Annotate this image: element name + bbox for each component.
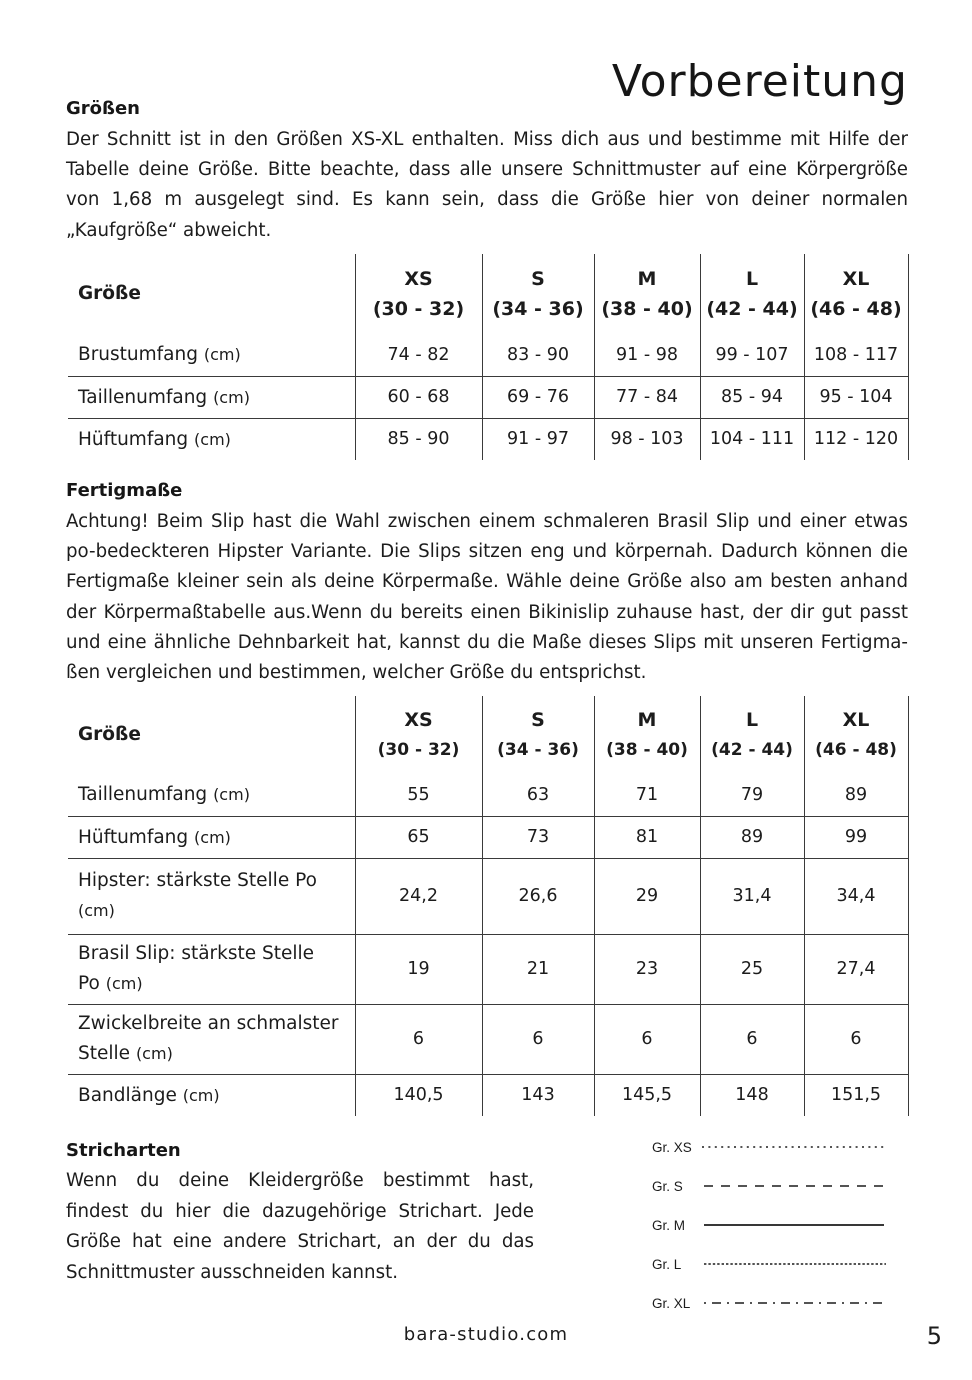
table-cell: 6: [482, 1004, 594, 1074]
size-column-header: [482, 696, 594, 774]
table-cell: 55: [355, 774, 482, 816]
table-cell: 29: [594, 858, 700, 934]
table-row: [68, 1004, 908, 1074]
legend-label: Gr. L: [652, 1257, 682, 1272]
table-cell: 25: [700, 934, 804, 1004]
table-cell: 6: [804, 1004, 908, 1074]
size-column-header: [804, 254, 908, 334]
size-column-header: [594, 254, 700, 334]
size-code: L: [745, 709, 759, 731]
table-cell: 63: [482, 774, 594, 816]
table-cell: 65: [355, 816, 482, 858]
table-cell: 95 - 104: [804, 376, 908, 418]
table-cell: 89: [700, 816, 804, 858]
legend-label: Gr. XL: [652, 1296, 691, 1311]
table-row: [68, 774, 908, 816]
table-cell: 19: [355, 934, 482, 1004]
size-code: XL: [842, 268, 870, 290]
table-cell: 108 - 117: [804, 334, 908, 376]
stroke-sample-m: [702, 1216, 892, 1236]
stroke-sample-xs: [702, 1138, 892, 1158]
table-cell: 85 - 94: [700, 376, 804, 418]
table-cell: 148: [700, 1074, 804, 1116]
table-cell: 91 - 98: [594, 334, 700, 376]
row-label: Brasil Slip: stärkste Stelle Po (cm): [68, 934, 355, 1004]
page-number: 5: [926, 1322, 942, 1350]
size-column-header: [594, 696, 700, 774]
size-column-header: [355, 696, 482, 774]
stroke-sample-s: [702, 1177, 892, 1197]
size-range: (34 - 36): [497, 740, 579, 760]
table-cell: 143: [482, 1074, 594, 1116]
table-row: [68, 376, 908, 418]
size-range: (46 - 48): [810, 298, 902, 320]
row-label: Zwickelbreite an schmalster Stelle (cm): [68, 1004, 355, 1074]
table-cell: 73: [482, 816, 594, 858]
legend-item: [652, 1216, 892, 1236]
size-code: XS: [404, 709, 433, 731]
legend-label: Gr. XS: [652, 1140, 692, 1155]
table-cell: 104 - 111: [700, 418, 804, 460]
row-label: Taillenumfang (cm): [68, 774, 355, 816]
size-code: M: [637, 709, 657, 731]
table-row: [68, 334, 908, 376]
size-code: S: [531, 709, 545, 731]
table-cell: 31,4: [700, 858, 804, 934]
size-column-header: [700, 696, 804, 774]
table-row: [68, 934, 908, 1004]
table-corner-label: Größe: [78, 283, 141, 304]
legend-item: [652, 1294, 892, 1314]
size-column-header: [804, 696, 908, 774]
size-column-header: [482, 254, 594, 334]
table-cell: 140,5: [355, 1074, 482, 1116]
size-range: (38 - 40): [606, 740, 688, 760]
size-code: L: [745, 268, 759, 290]
size-code: XS: [404, 268, 433, 290]
section-heading-groessen: Größen: [66, 98, 140, 119]
section-heading-fertigmasse: Fertigmaße: [66, 480, 183, 501]
table-cell: 91 - 97: [482, 418, 594, 460]
size-range: (34 - 36): [492, 298, 584, 320]
table-cell: 69 - 76: [482, 376, 594, 418]
table-cell: 81: [594, 816, 700, 858]
table-cell: 27,4: [804, 934, 908, 1004]
table-cell: 23: [594, 934, 700, 1004]
size-range: (30 - 32): [377, 740, 460, 760]
row-label: Hüftumfang (cm): [78, 428, 231, 450]
paragraph-fertigmasse: Achtung! Beim Slip hast die Wahl zwischen einem schmaleren Brasil Slip und einer etwas po-bedeckteren Hipster Variante. Die Slips sitzen eng und körpernah. Dadurch können die Fertigmaße kleiner sein als deine Körpermaße. Wähle deine Größe also am besten anhand der Körpermaßtabelle aus.Wenn du bereits einen Bikinislip zuhause hast, der dir gut passt und eine ähnliche Dehnbarkeit hat, kannst du die Maße dieses Slips mit unseren Fertigma-ßen vergleichen und bestimmen, welcher Größe du entsprichst.: [66, 511, 908, 684]
row-label: Brustumfang (cm): [68, 334, 355, 376]
table-cell: 99: [804, 816, 908, 858]
table-cell: 77 - 84: [594, 376, 700, 418]
row-label: Hüftumfang (cm): [68, 816, 355, 858]
table-cell: 24,2: [355, 858, 482, 934]
size-range: (30 - 32): [372, 298, 465, 320]
table-cell: 6: [355, 1004, 482, 1074]
table-cell: 6: [700, 1004, 804, 1074]
legend-item: [652, 1177, 892, 1197]
stroke-sample-xl: [702, 1294, 892, 1314]
size-code: M: [637, 268, 657, 290]
row-label: Taillenumfang (cm): [68, 376, 355, 418]
table-corner-label: Größe: [78, 724, 141, 745]
table-row: [68, 816, 908, 858]
table-cell: 98 - 103: [594, 418, 700, 460]
size-range: (46 - 48): [815, 740, 897, 760]
row-label: Bandlänge (cm): [78, 1084, 220, 1106]
legend-item: [652, 1138, 892, 1158]
table-cell: 71: [594, 774, 700, 816]
footer-url: bara-studio.com: [403, 1324, 569, 1345]
size-range: (38 - 40): [601, 298, 693, 320]
table-cell: 74 - 82: [355, 334, 482, 376]
paragraph-groessen: Der Schnitt ist in den Größen XS-XL enthalten. Miss dich aus und bestimme mit Hilfe der Tabelle deine Größe. Bitte beachte, dass alle unsere Schnittmuster auf eine Körpergröße von 1,68 m ausgelegt sind. Es kann sein, dass die Größe hier von deiner normalen „Kaufgröße“ abweicht.: [66, 129, 908, 241]
table-cell: 99 - 107: [700, 334, 804, 376]
table-cell: 34,4: [804, 858, 908, 934]
table-row: [68, 418, 908, 460]
table-cell: 21: [482, 934, 594, 1004]
table-cell: 83 - 90: [482, 334, 594, 376]
table-cell: 60 - 68: [355, 376, 482, 418]
finished-measurements-table: [68, 696, 909, 1116]
table-cell: 79: [700, 774, 804, 816]
stroke-sample-l: [702, 1255, 892, 1275]
table-cell: 85 - 90: [355, 418, 482, 460]
size-range: (42 - 44): [711, 740, 793, 760]
table-cell: 112 - 120: [804, 418, 908, 460]
size-range: (42 - 44): [706, 298, 798, 320]
table-row: [68, 858, 908, 934]
table-cell: 89: [804, 774, 908, 816]
size-code: XL: [842, 709, 870, 731]
table-cell: 145,5: [594, 1074, 700, 1116]
legend-label: Gr. S: [652, 1179, 683, 1194]
legend-label: Gr. M: [652, 1218, 685, 1233]
size-column-header: [700, 254, 804, 334]
body-measurements-table: [68, 254, 909, 460]
table-cell: 26,6: [482, 858, 594, 934]
table-row: [68, 1074, 908, 1116]
table-cell: 151,5: [804, 1074, 908, 1116]
legend-item: [652, 1255, 892, 1275]
size-code: S: [531, 268, 545, 290]
page-title: Vorbereitung: [611, 56, 908, 107]
size-column-header: [355, 254, 482, 334]
row-label: Hipster: stärkste Stelle Po (cm): [68, 858, 355, 934]
section-heading-stricharten: Stricharten: [66, 1140, 181, 1161]
table-cell: 6: [594, 1004, 700, 1074]
paragraph-stricharten: Wenn du deine Kleidergröße bestimmt hast, findest du hier die dazugehörige Strichart. Jede Größe hat eine andere Strichart, an der du das Schnittmuster ausschneiden kannst.: [66, 1170, 534, 1283]
